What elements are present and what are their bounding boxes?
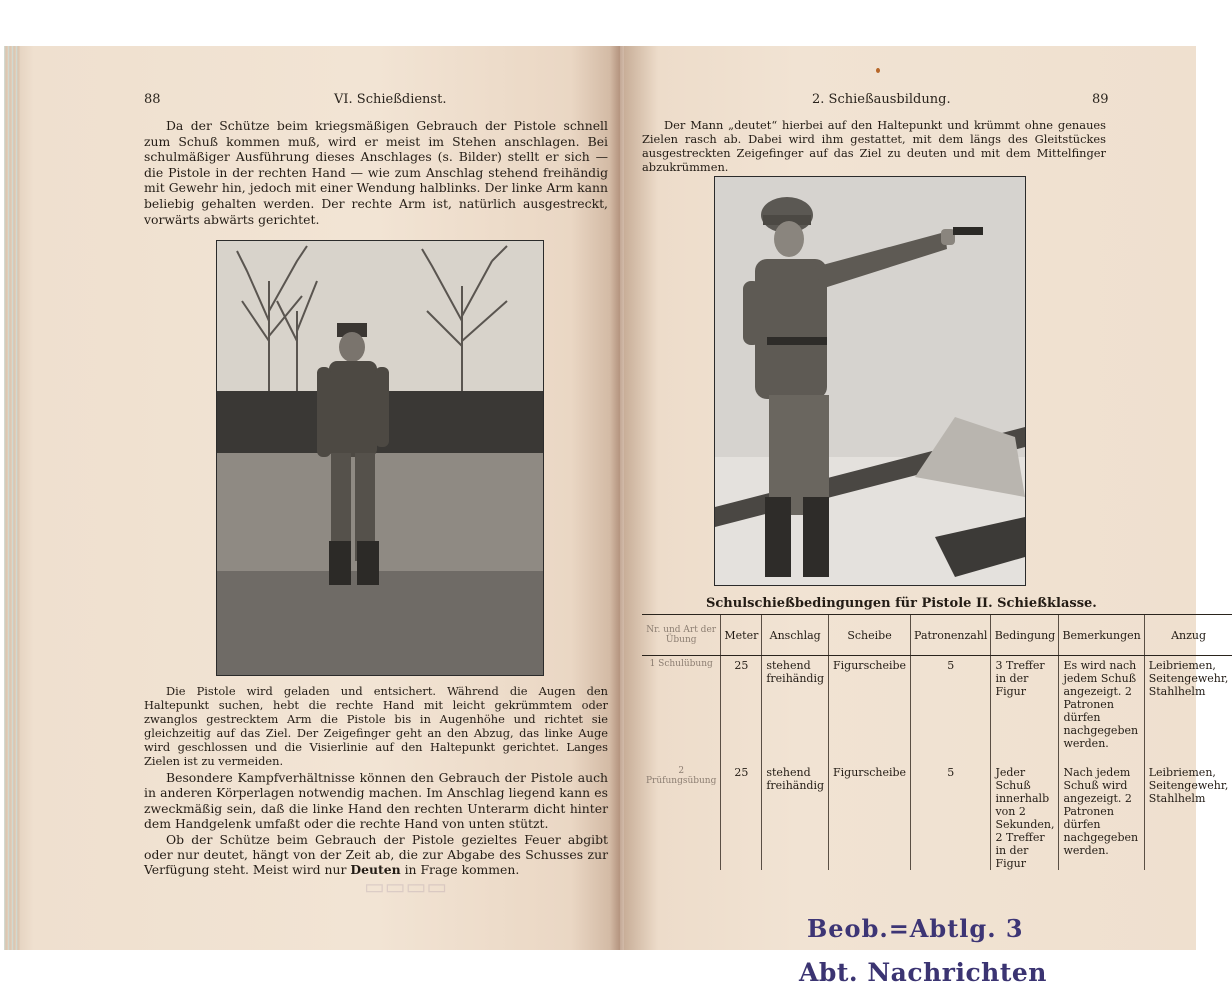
cell-bemerkungen: Nach jedem Schuß wird angezeigt. 2 Patronen dürfen nachgegeben werden.	[1059, 763, 1144, 870]
intro-text: Da der Schütze beim kriegsmäßigen Gebrauch der Pistole schnell zum Schuß kommen muß, wird er meist im Stehen anschlagen. Bei schulmäßiger Ausführung dieses Anschlages (s. Bilder) stellt er sich — die Pistole in der rechten Hand — wie zum Anschlag stehend freihändig mit Gewehr hin, jedoch mit einer Wendung halblinks. Der linke Arm kann beliebig gehalten werden. Der rechte Arm ist, natürlich ausgestreckt, vorwärts abwärts gerichtet.	[144, 118, 608, 227]
cell-bemerkungen: Es wird nach jedem Schuß angezeigt. 2 Patronen dürfen nachgegeben werden.	[1059, 656, 1144, 764]
intro-text-right: Der Mann „deutet“ hierbei auf den Haltepunkt und krümmt ohne genaues Zielen rasch ab. Dabei wird ihm gestattet, mit dem längs des Gleitstückes ausgestreckten Zeigefinger auf das Ziel zu deuten und mit dem Mittelfinger abzukrümmen.	[642, 118, 1106, 174]
page-number-left: 88	[144, 92, 161, 107]
right-page	[624, 46, 1229, 950]
open-book	[4, 46, 1229, 987]
left-page	[4, 46, 620, 950]
paper-spot	[876, 68, 880, 73]
cell-nr: 1 Schulübung	[649, 659, 713, 669]
cell-patronen: 5	[911, 656, 991, 764]
cell-meter: 25	[721, 656, 762, 764]
photo-soldier-aiming	[714, 176, 1026, 586]
table-row	[642, 763, 1232, 870]
cell-anschlag: stehend freihändig	[762, 656, 829, 764]
cell-nr: 2 Prüfungsübung	[646, 766, 717, 786]
stamp-bleed-through: ▭▭▭▭	[364, 874, 448, 900]
page-number-right: 89	[1092, 92, 1109, 107]
cell-meter: 25	[721, 763, 762, 870]
paragraph-2: Besondere Kampfverhältnisse können den Gebrauch der Pistole auch in anderen Körperlagen notwendig machen. Im Anschlag liegend kann es zweckmäßig sein, daß die linke Hand den rechten Unterarm dicht hinter dem Handgelenk umfaßt oder die rechte Hand von unten stützt.	[144, 770, 608, 832]
col-header-anzug: Anzug	[1144, 615, 1232, 656]
col-header-scheibe: Scheibe	[829, 615, 911, 656]
running-head-left: VI. Schießdienst.	[334, 92, 447, 107]
running-head-right: 2. Schießausbildung.	[812, 92, 951, 107]
cell-scheibe: Figurscheibe	[829, 656, 911, 764]
cell-anzug: Leibriemen, Seitengewehr, Stahlhelm	[1144, 763, 1232, 870]
col-header-bemerkungen: Bemerkungen	[1059, 615, 1144, 656]
intro-paragraph-left	[144, 118, 608, 227]
col-header-bedingung: Bedingung	[991, 615, 1059, 656]
page-edge	[4, 46, 20, 950]
col-header-meter: Meter	[721, 615, 762, 656]
paragraph-3-text-b: in Frage kommen.	[404, 862, 520, 878]
photo-soldier-standing	[216, 240, 544, 676]
stamp-unit: Beob.=Abtlg. 3	[807, 914, 1024, 943]
shooting-conditions-table	[642, 614, 1232, 870]
cell-bedingung: 3 Treffer in der Figur	[991, 656, 1059, 764]
cell-patronen: 5	[911, 763, 991, 870]
table-title: Schulschießbedingungen für Pistole II. Schießklasse.	[706, 596, 1097, 611]
intro-paragraph-right	[642, 118, 1106, 174]
cell-anschlag: stehend freihändig	[762, 763, 829, 870]
paragraph-3-text-a: Ob der Schütze beim Gebrauch der Pistole gezieltes Feuer abgibt oder nur deutet, hängt von der Zeit ab, die zur Abgabe des Schusses zur Verfügung steht. Meist wird nur	[144, 831, 608, 878]
paragraph-3-bold: Deuten	[350, 862, 401, 878]
cell-anzug: Leibriemen, Seitengewehr, Stahlhelm	[1144, 656, 1232, 764]
stamp-department: Abt. Nachrichten	[799, 958, 1047, 987]
col-header-nr: Nr. und Art der Übung	[642, 615, 721, 656]
table-header-row	[642, 615, 1232, 656]
paragraph-3	[144, 832, 608, 878]
col-header-anschlag: Anschlag	[762, 615, 829, 656]
cell-scheibe: Figurscheibe	[829, 763, 911, 870]
col-header-patronen: Patronenzahl	[911, 615, 991, 656]
cell-bedingung: Jeder Schuß innerhalb von 2 Sekunden, 2 Treffer in der Figur	[991, 763, 1059, 870]
table-row	[642, 656, 1232, 764]
paragraph-1: Die Pistole wird geladen und entsichert. Während die Augen den Haltepunkt suchen, hebt die rechte Hand mit leicht gekrümmtem oder zwanglos gestrecktem Arm die Pistole bis in Augenhöhe und richtet sie gleichzeitig auf das Ziel. Der Zeigefinger geht an den Abzug, das linke Auge wird geschlossen und die Visierlinie auf den Haltepunkt gerichtet. Langes Zielen ist zu vermeiden.	[144, 684, 608, 768]
body-text-left	[144, 684, 608, 878]
